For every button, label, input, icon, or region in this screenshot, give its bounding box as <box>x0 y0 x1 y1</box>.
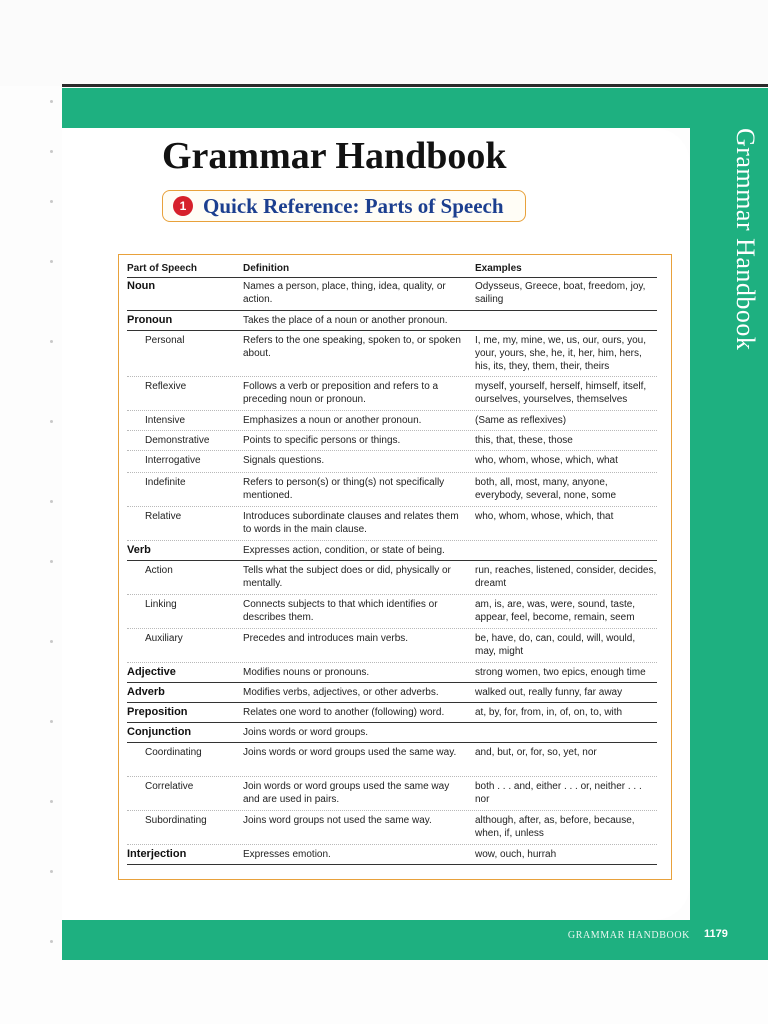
definition-cell: Joins words or word groups used the same way. <box>243 747 457 758</box>
green-band-top <box>62 88 768 128</box>
scan-speck <box>50 560 53 563</box>
scan-speck <box>50 870 53 873</box>
examples-cell: run, reaches, listened, consider, decides, dreamt <box>475 565 657 589</box>
definition-cell: Introduces subordinate clauses and relates them to words in the main clause. <box>243 511 459 535</box>
subtype-label: Auxiliary <box>145 633 183 644</box>
definition-cell: Modifies nouns or pronouns. <box>243 667 370 678</box>
page-title: Grammar Handbook <box>162 135 507 177</box>
examples-cell: both . . . and, either . . . or, neither . . . nor <box>475 781 642 805</box>
section-title: Quick Reference: Parts of Speech <box>203 193 504 218</box>
page-number: 1179 <box>704 928 728 940</box>
definition-cell: Refers to person(s) or thing(s) not specifically mentioned. <box>243 477 445 501</box>
examples-cell: this, that, these, those <box>475 435 573 446</box>
footer-label: GRAMMAR HANDBOOK <box>567 930 690 941</box>
subtype-label: Demonstrative <box>145 435 210 446</box>
table-row <box>127 683 657 703</box>
table-row <box>127 629 657 663</box>
subtype-label: Personal <box>145 335 185 346</box>
subtype-label: Reflexive <box>145 381 187 392</box>
part-of-speech-label: Pronoun <box>127 314 173 326</box>
definition-cell: Precedes and introduces main verbs. <box>243 633 409 644</box>
definition-cell: Emphasizes a noun or another pronoun. <box>243 415 422 426</box>
table-row <box>127 431 657 451</box>
part-of-speech-label: Noun <box>127 280 156 292</box>
examples-cell: wow, ouch, hurrah <box>475 849 557 860</box>
definition-cell: Refers to the one speaking, spoken to, or spoken about. <box>243 335 461 359</box>
subtype-label: Action <box>145 565 173 576</box>
table-body <box>127 277 657 865</box>
parts-of-speech-table <box>118 254 672 880</box>
definition-cell: Names a person, place, thing, idea, quality, or action. <box>243 281 446 305</box>
examples-cell: although, after, as, before, because, when, if, unless <box>475 815 635 839</box>
examples-cell: (Same as reflexives) <box>475 415 567 426</box>
table-row <box>127 743 657 777</box>
part-of-speech-label: Preposition <box>127 706 188 718</box>
table-row <box>127 663 657 683</box>
scan-speck <box>50 940 53 943</box>
examples-cell: strong women, two epics, enough time <box>475 667 646 678</box>
definition-cell: Connects subjects to that which identifies or describes them. <box>243 599 438 623</box>
table-row <box>127 311 657 331</box>
examples-cell: Odysseus, Greece, boat, freedom, joy, sailing <box>475 281 646 305</box>
subtype-label: Relative <box>145 511 182 522</box>
examples-cell: walked out, really funny, far away <box>475 687 623 698</box>
scan-speck <box>50 200 53 203</box>
examples-cell: be, have, do, can, could, will, would, may, might <box>475 633 636 657</box>
scan-speck <box>50 340 53 343</box>
table-row <box>127 723 657 743</box>
definition-cell: Modifies verbs, adjectives, or other adverbs. <box>243 687 439 698</box>
part-of-speech-label: Adjective <box>127 666 176 678</box>
table-header <box>127 261 657 278</box>
subtype-label: Interrogative <box>145 455 201 466</box>
table-row <box>127 473 657 507</box>
header-definition: Definition <box>243 263 290 274</box>
subtype-label: Linking <box>145 599 177 610</box>
definition-cell: Expresses emotion. <box>243 849 331 860</box>
section-number-badge: 1 <box>173 196 193 216</box>
definition-cell: Join words or word groups used the same way and are used in pairs. <box>243 781 450 805</box>
definition-cell: Joins words or word groups. <box>243 727 369 738</box>
examples-cell: myself, yourself, herself, himself, itself, ourselves, yourselves, themselves <box>475 381 647 405</box>
definition-cell: Joins word groups not used the same way. <box>243 815 432 826</box>
scan-speck <box>50 640 53 643</box>
examples-cell: who, whom, whose, which, that <box>475 511 614 522</box>
definition-cell: Follows a verb or preposition and refers to a preceding noun or pronoun. <box>243 381 439 405</box>
section-heading <box>162 190 526 222</box>
scan-speck <box>50 420 53 423</box>
scan-speck <box>50 800 53 803</box>
scan-speck <box>50 100 53 103</box>
definition-cell: Signals questions. <box>243 455 325 466</box>
subtype-label: Intensive <box>145 415 186 426</box>
examples-cell: am, is, are, was, were, sound, taste, appear, feel, become, remain, seem <box>475 599 636 623</box>
table-row <box>127 811 657 845</box>
table-row <box>127 561 657 595</box>
examples-cell: and, but, or, for, so, yet, nor <box>475 747 597 758</box>
table-row <box>127 451 657 473</box>
subtype-label: Indefinite <box>145 477 186 488</box>
header-examples: Examples <box>475 263 522 274</box>
table-row <box>127 703 657 723</box>
definition-cell: Takes the place of a noun or another pronoun. <box>243 315 448 326</box>
scan-margin <box>0 0 768 86</box>
table-row <box>127 777 657 811</box>
table-row <box>127 541 657 561</box>
examples-cell: both, all, most, many, anyone, everybody, several, none, some <box>475 477 617 501</box>
table-row <box>127 377 657 411</box>
table-row <box>127 411 657 431</box>
definition-cell: Tells what the subject does or did, physically or mentally. <box>243 565 451 589</box>
table-row <box>127 595 657 629</box>
part-of-speech-label: Verb <box>127 544 151 556</box>
side-title: Grammar Handbook <box>731 128 760 351</box>
scan-speck <box>50 720 53 723</box>
scan-speck <box>50 260 53 263</box>
header-part-of-speech: Part of Speech <box>127 263 198 274</box>
examples-cell: at, by, for, from, in, of, on, to, with <box>475 707 623 718</box>
examples-cell: who, whom, whose, which, what <box>475 455 618 466</box>
table-row <box>127 845 657 865</box>
table-row <box>127 507 657 541</box>
part-of-speech-label: Interjection <box>127 848 187 860</box>
table-row <box>127 331 657 377</box>
subtype-label: Coordinating <box>145 747 202 758</box>
scan-speck <box>50 500 53 503</box>
definition-cell: Points to specific persons or things. <box>243 435 401 446</box>
subtype-label: Correlative <box>145 781 194 792</box>
definition-cell: Expresses action, condition, or state of being. <box>243 545 445 556</box>
definition-cell: Relates one word to another (following) word. <box>243 707 445 718</box>
examples-cell: I, me, my, mine, we, us, our, ours, you, your, yours, she, he, it, her, him, hers, his, its, they, them, their, theirs <box>475 335 646 372</box>
scan-speck <box>50 150 53 153</box>
part-of-speech-label: Conjunction <box>127 726 192 738</box>
table-row <box>127 277 657 311</box>
part-of-speech-label: Adverb <box>127 686 165 698</box>
top-rule <box>62 84 768 87</box>
subtype-label: Subordinating <box>145 815 207 826</box>
